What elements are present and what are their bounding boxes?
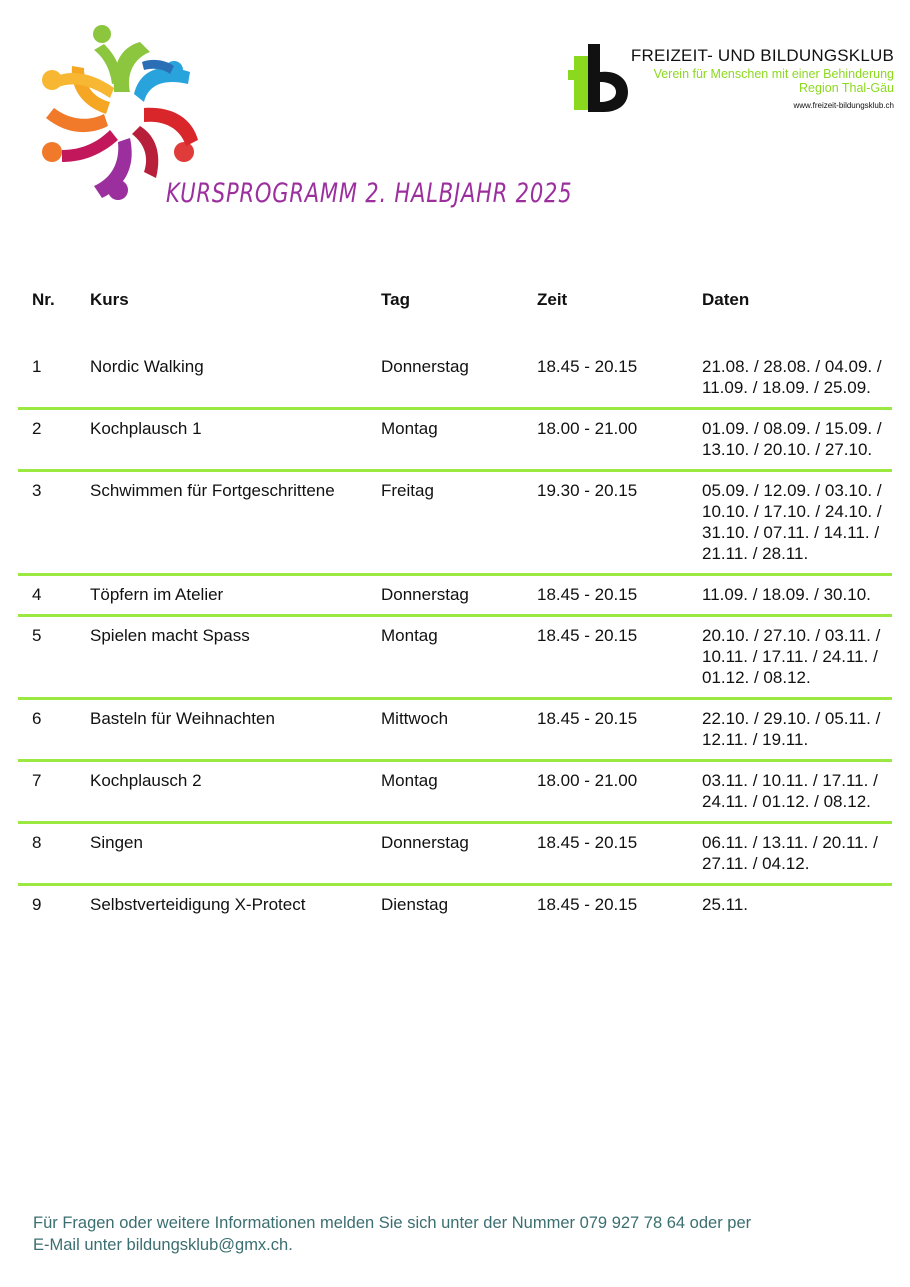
cell-daten bbox=[702, 348, 892, 409]
cell-kurs: Schwimmen für Fortgeschrittene bbox=[90, 481, 335, 500]
footer-line-2: E-Mail unter bildungsklub@gmx.ch. bbox=[33, 1236, 293, 1254]
header-daten: Daten bbox=[702, 290, 750, 309]
cell-zeit: 19.30 - 20.15 bbox=[537, 481, 638, 500]
table-row bbox=[18, 575, 892, 616]
club-region: Region Thal-Gäu bbox=[799, 81, 894, 95]
cell-tag: Montag bbox=[381, 626, 438, 645]
page-title: KURSPROGRAMM 2. HALBJAHR 2025 bbox=[166, 178, 573, 209]
cell-kurs: Kochplausch 2 bbox=[90, 771, 202, 790]
cell-zeit: 18.45 - 20.15 bbox=[537, 833, 638, 852]
club-logo-icon bbox=[566, 42, 630, 114]
table-row bbox=[18, 409, 892, 471]
club-info bbox=[631, 46, 894, 110]
cell-daten bbox=[702, 823, 892, 885]
cell-nr: 9 bbox=[32, 895, 42, 914]
cell-zeit: 18.45 - 20.15 bbox=[537, 357, 638, 376]
date-line: 10.11. / 17.11. / 24.11. / bbox=[702, 647, 878, 666]
table-header-row bbox=[18, 282, 892, 348]
header-tag: Tag bbox=[381, 290, 410, 309]
date-line: 01.12. / 08.12. bbox=[702, 668, 811, 687]
cell-tag: Donnerstag bbox=[381, 833, 469, 852]
date-line: 21.08. / 28.08. / 04.09. / bbox=[702, 357, 882, 376]
cell-tag: Dienstag bbox=[381, 895, 449, 914]
table-row bbox=[18, 761, 892, 823]
cell-zeit: 18.45 - 20.15 bbox=[537, 895, 638, 914]
date-line: 24.11. / 01.12. / 08.12. bbox=[702, 792, 871, 811]
date-line: 10.10. / 17.10. / 24.10. / bbox=[702, 502, 882, 521]
club-website: www.freizeit-bildungsklub.ch bbox=[793, 101, 894, 110]
swirl-figure-purple bbox=[62, 130, 132, 200]
date-line: 21.11. / 28.11. bbox=[702, 544, 809, 563]
table-row bbox=[18, 471, 892, 575]
table-row bbox=[18, 823, 892, 885]
cell-nr: 3 bbox=[32, 481, 42, 500]
cell-daten bbox=[702, 616, 892, 699]
date-line: 27.11. / 04.12. bbox=[702, 854, 810, 873]
cell-zeit: 18.45 - 20.15 bbox=[537, 626, 638, 645]
date-line: 12.11. / 19.11. bbox=[702, 730, 809, 749]
cell-tag: Donnerstag bbox=[381, 585, 469, 604]
swirl-figure-yellow bbox=[42, 70, 114, 98]
date-line: 05.09. / 12.09. / 03.10. / bbox=[702, 481, 882, 500]
date-line: 25.11. bbox=[702, 895, 749, 914]
cell-daten bbox=[702, 409, 892, 471]
cell-nr: 6 bbox=[32, 709, 42, 728]
footer-line-1: Für Fragen oder weitere Informationen melden Sie sich unter der Nummer 079 927 78 64 oder per bbox=[33, 1214, 752, 1232]
course-table-body bbox=[18, 348, 892, 924]
swirl-figure-blue bbox=[134, 60, 190, 102]
date-line: 22.10. / 29.10. / 05.11. / bbox=[702, 709, 881, 728]
header-zeit: Zeit bbox=[537, 290, 568, 309]
date-line: 20.10. / 27.10. / 03.11. / bbox=[702, 626, 881, 645]
cell-zeit: 18.45 - 20.15 bbox=[537, 585, 638, 604]
cell-daten bbox=[702, 471, 892, 575]
date-line: 31.10. / 07.11. / 14.11. / bbox=[702, 523, 880, 542]
cell-daten bbox=[702, 885, 892, 925]
cell-tag: Montag bbox=[381, 771, 438, 790]
cell-tag: Montag bbox=[381, 419, 438, 438]
cell-kurs: Selbstverteidigung X-Protect bbox=[90, 895, 306, 914]
cell-nr: 1 bbox=[32, 357, 42, 376]
date-line: 11.09. / 18.09. / 30.10. bbox=[702, 585, 871, 604]
course-table bbox=[18, 282, 892, 924]
cell-nr: 7 bbox=[32, 771, 42, 790]
cell-daten bbox=[702, 575, 892, 616]
cell-nr: 2 bbox=[32, 419, 42, 438]
club-subtitle: Verein für Menschen mit einer Behinderung bbox=[653, 67, 894, 81]
cell-tag: Freitag bbox=[381, 481, 434, 500]
club-name: FREIZEIT- UND BILDUNGSKLUB bbox=[630, 46, 894, 65]
cell-kurs: Basteln für Weihnachten bbox=[90, 709, 275, 728]
table-row bbox=[18, 616, 892, 699]
date-line: 01.09. / 08.09. / 15.09. / bbox=[702, 419, 882, 438]
table-row bbox=[18, 699, 892, 761]
cell-zeit: 18.00 - 21.00 bbox=[537, 771, 638, 790]
cell-kurs: Nordic Walking bbox=[90, 357, 204, 376]
date-line: 03.11. / 10.11. / 17.11. / bbox=[702, 771, 878, 790]
cell-daten bbox=[702, 761, 892, 823]
cell-zeit: 18.45 - 20.15 bbox=[537, 709, 638, 728]
date-line: 11.09. / 18.09. / 25.09. bbox=[702, 378, 871, 397]
cell-daten bbox=[702, 699, 892, 761]
cell-kurs: Kochplausch 1 bbox=[90, 419, 202, 438]
contact-footer bbox=[33, 1212, 873, 1256]
swirl-figure-red bbox=[132, 108, 198, 178]
header-nr: Nr. bbox=[32, 290, 55, 309]
cell-tag: Donnerstag bbox=[381, 357, 469, 376]
cell-nr: 8 bbox=[32, 833, 42, 852]
cell-nr: 5 bbox=[32, 626, 42, 645]
header-kurs: Kurs bbox=[90, 290, 129, 309]
cell-kurs: Spielen macht Spass bbox=[90, 626, 250, 645]
cell-nr: 4 bbox=[32, 585, 42, 604]
date-line: 13.10. / 20.10. / 27.10. bbox=[702, 440, 873, 459]
table-row bbox=[18, 885, 892, 925]
cell-zeit: 18.00 - 21.00 bbox=[537, 419, 638, 438]
table-row bbox=[18, 348, 892, 409]
cell-kurs: Singen bbox=[90, 833, 143, 852]
date-line: 06.11. / 13.11. / 20.11. / bbox=[702, 833, 878, 852]
cell-kurs: Töpfern im Atelier bbox=[90, 585, 224, 604]
cell-tag: Mittwoch bbox=[381, 709, 449, 728]
